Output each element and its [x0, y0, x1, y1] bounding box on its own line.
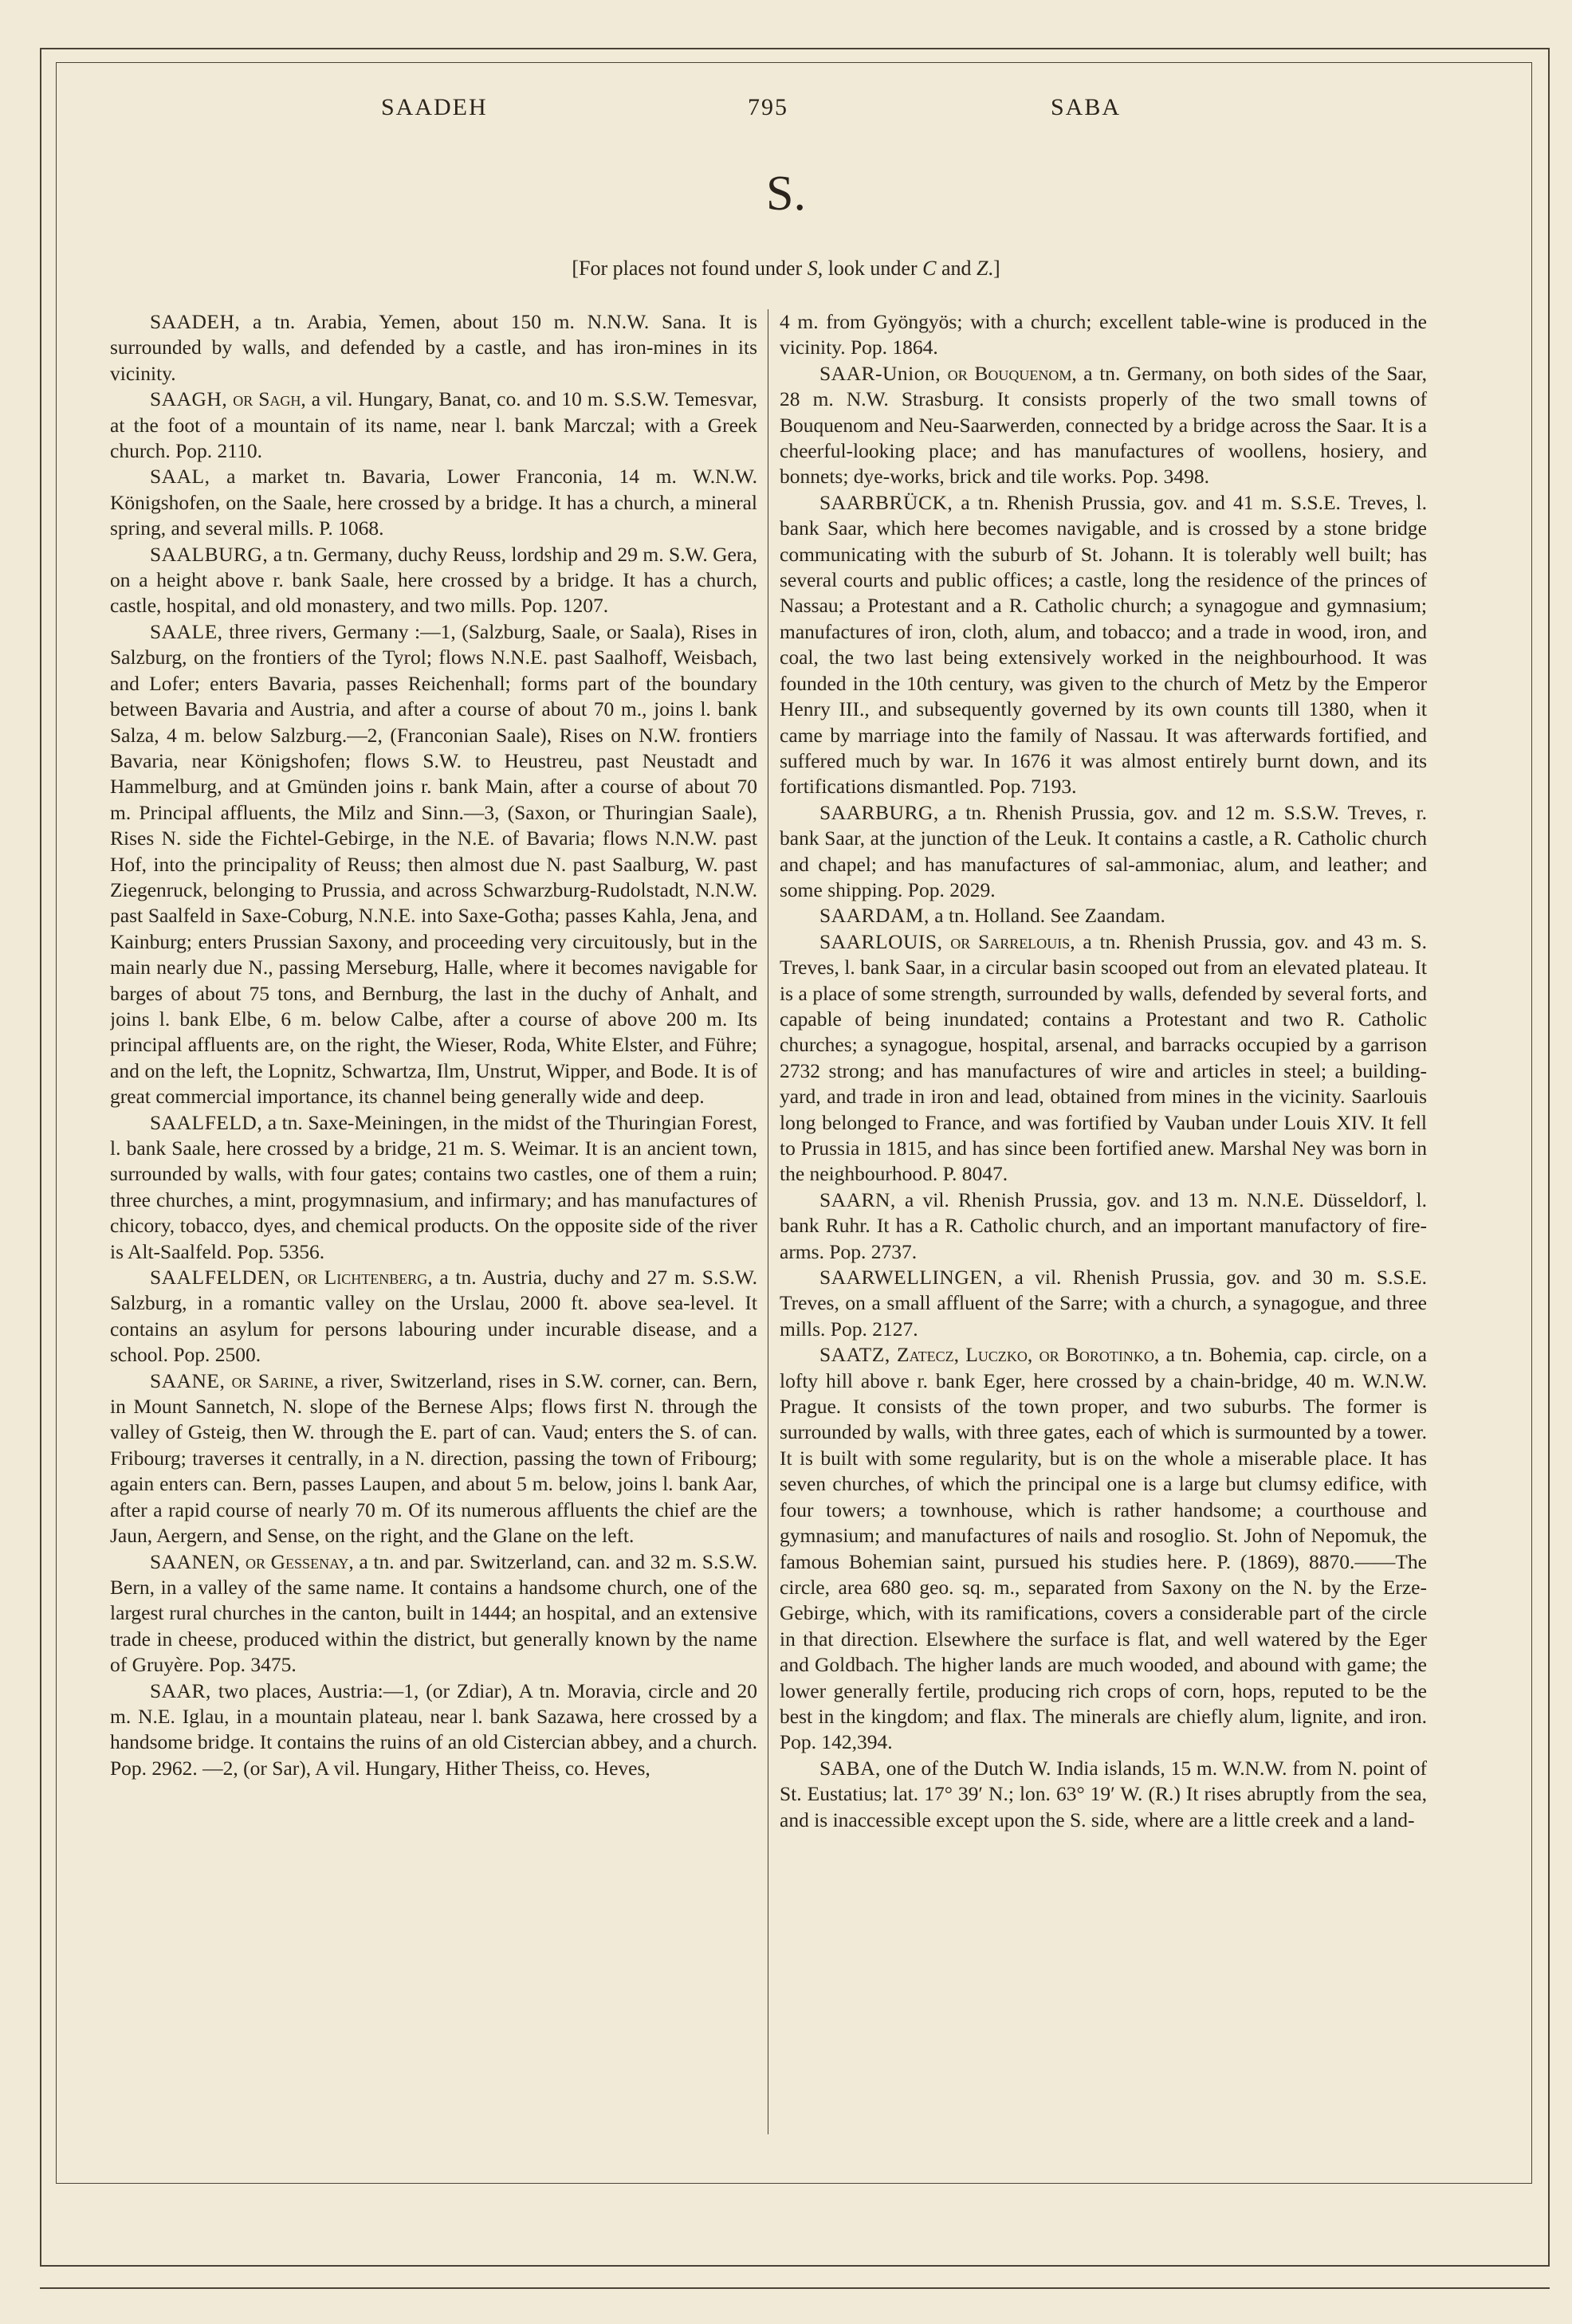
entry-headword: SAARBRÜCK,: [819, 490, 953, 514]
entry-text: a tn. and par. Switzerland, can. and 32 m. S.S.W. Bern, in a valley of the same name. It contains a handsome church, one of the largest rural churches in the canton, built in 1444; an hospital, and an extensive trade in cheese, produced within the district, but generally known by the name of Gruyère. Pop. 3475.: [110, 1549, 757, 1677]
entry-headword: SAAR-Union,: [819, 361, 941, 385]
gazetteer-entry: [110, 309, 757, 387]
entry-headword: SAARN,: [819, 1188, 896, 1211]
entry-headword: SAARLOUIS,: [819, 929, 943, 953]
entry-headword: SAAL,: [150, 465, 210, 489]
entry-text: a tn. Holland. See Zaandam.: [929, 904, 1165, 928]
section-letter: S.: [766, 167, 806, 221]
right-column: [780, 309, 1427, 2134]
entry-alternate-name: Zatecz, Luczko, or Borotinko,: [897, 1343, 1160, 1367]
entry-text: a tn. Rhenish Prussia, gov. and 43 m. S. Treves, l. bank Saar, in a circular basin scooped out from an elevated plateau. It is a place of some strength, surrounded by walls, defended by several forts, and capable of being inundated; contains a Protestant and two R. Catholic churches; a synagogue, hospital, arsenal, and barracks occupied by a garrison 2732 strong; and has manufactures of wire and articles in steel; a building-yard, and trade in iron and lead, obtained from mines in the vicinity. Saarlouis long belonged to France, and was fortified by Vauban under Louis XIV. It fell to Prussia in 1815, and has since been fortified anew. Marshal Ney was born in the neighbourhood. P. 8047.: [780, 929, 1427, 1186]
entry-headword: SABA,: [819, 1756, 881, 1780]
running-header: [64, 94, 1531, 126]
entry-text: a tn. Austria, duchy and 27 m. S.S.W. Salzburg, in a romantic valley on the Urslau, 2000 ft. above sea-level. It contains an asylum for persons labouring under incurable disease, and a school. Pop. 2500.: [110, 1266, 757, 1367]
entry-alternate-name: or Sagh,: [233, 387, 306, 411]
cross-reference-note: [For places not found under S, look under C and Z.]: [572, 257, 1000, 280]
gazetteer-entry: [110, 542, 757, 619]
entry-alternate-name: or Sarrelouis,: [950, 929, 1075, 953]
gazetteer-entry: [780, 1188, 1427, 1265]
page-number: 795: [748, 94, 788, 120]
left-column: [110, 309, 757, 2134]
entry-alternate-name: or Sarine,: [231, 1368, 319, 1392]
entry-text: a tn. Arabia, Yemen, about 150 m. N.N.W. Sana. It is surrounded by walls, and defended by a castle, and has iron-mines in its vicinity.: [110, 310, 757, 385]
entry-headword: SAAR,: [150, 1678, 211, 1702]
entry-headword: SAALE,: [150, 619, 223, 643]
gazetteer-entry: [780, 490, 1427, 800]
entry-headword: SAALBURG,: [150, 542, 269, 566]
entry-text: a tn. Germany, on both sides of the Saar, 28 m. N.W. Strasburg. It consists properly of the two small towns of Bouquenom and Neu-Saarwerden, connected by a bridge across the Saar. It is a cheerful-looking place; and has manufactures of woollens, hosiery, and bonnets; dye-works, brick and tile works. Pop. 3498.: [780, 361, 1427, 489]
entry-headword: SAALFELD,: [150, 1110, 263, 1134]
entry-alternate-name: or Bouquenom,: [947, 361, 1077, 385]
gazetteer-entry: [110, 1678, 757, 1782]
gazetteer-entry: [780, 361, 1427, 490]
gazetteer-entry: [780, 903, 1427, 928]
entry-text: one of the Dutch W. India islands, 15 m. W.N.W. from N. point of St. Eustatius; lat. 17° 39′ N.; lon. 63° 19′ W. (R.) It rises abruptly from the sea, and is inaccessible except upon the S. side, where are a little creek and a land-: [780, 1756, 1427, 1831]
gazetteer-entry: [780, 309, 1427, 361]
entry-headword: SAALFELDEN,: [150, 1266, 291, 1290]
entry-text: a market tn. Bavaria, Lower Franconia, 14 m. W.N.W. Königshofen, on the Saale, here crossed by a bridge. It has a church, a mineral spring, and several mills. P. 1068.: [110, 465, 757, 540]
bottom-rule: [40, 2287, 1550, 2289]
entry-text: a tn. Saxe-Meiningen, in the midst of the Thuringian Forest, l. bank Saale, here crossed by a bridge, 21 m. S. Weimar. It is an ancient town, surrounded by walls, with four gates; contains two castles, one of them a ruin; three churches, a mint, progymnasium, and infirmary; and has manufactures of chicory, tobacco, dyes, and chemical products. On the opposite side of the river is Alt-Saalfeld. Pop. 5356.: [110, 1110, 757, 1263]
entry-headword: SAARDAM,: [819, 904, 929, 928]
entry-text: 4 m. from Gyöngyös; with a church; excellent table-wine is produced in the vicinity. Pop. 1864.: [780, 310, 1427, 359]
entry-headword: SAAGH,: [150, 387, 228, 411]
gazetteer-entry: [110, 1265, 757, 1368]
entry-text: a tn. Rhenish Prussia, gov. and 41 m. S.S.E. Treves, l. bank Saar, which here becomes navigable, and is crossed by a stone bridge communicating with the suburb of St. Johann. It is tolerably well built; has several courts and public offices; a castle, long the residence of the princes of Nassau; a Protestant and a R. Catholic church; a synagogue and gymnasium; manufactures of iron, cloth, alum, and tobacco; and a trade in wood, iron, and coal, the two last being extensively worked in the neighbourhood. It was founded in the 10th century, was given to the church of Metz by the Emperor Henry III., and subsequently governed by its own counts till 1380, when it came by marriage into the family of Nassau. It was afterwards fortified, and suffered much by war. In 1676 it was almost entirely burnt down, and its fortifications dismantled. Pop. 7193.: [780, 490, 1427, 799]
header-first-word: SAADEH: [381, 94, 488, 120]
entry-headword: SAARBURG,: [819, 800, 939, 824]
entry-headword: SAADEH,: [150, 310, 241, 333]
entry-headword: SAARWELLINGEN,: [819, 1266, 1004, 1290]
gazetteer-entry: [110, 1110, 757, 1265]
entry-headword: SAANEN,: [150, 1549, 241, 1573]
gazetteer-entry: [110, 619, 757, 1110]
entry-text: a vil. Hungary, Banat, co. and 10 m. S.S.W. Temesvar, at the foot of a mountain of its name, near l. bank Marczal; with a Greek church. Pop. 2110.: [110, 387, 757, 463]
entry-text: a vil. Rhenish Prussia, gov. and 30 m. S.S.E. Treves, on a small affluent of the Sarre; with a church, a synagogue, and three mills. Pop. 2127.: [780, 1266, 1427, 1341]
gazetteer-entry: [110, 387, 757, 464]
gazetteer-entry: [110, 1549, 757, 1678]
entry-text: a vil. Rhenish Prussia, gov. and 13 m. N.N.E. Düsseldorf, l. bank Ruhr. It has a R. Catholic church, and an important manufactory of fire-arms. Pop. 2737.: [780, 1188, 1427, 1263]
gazetteer-entry: [780, 929, 1427, 1188]
entry-text: a tn. Rhenish Prussia, gov. and 12 m. S.S.W. Treves, r. bank Saar, at the junction of the Leuk. It contains a castle, a R. Catholic church and chapel; and has manufactures of sal-ammoniac, alum, and leather; and some shipping. Pop. 2029.: [780, 800, 1427, 901]
gazetteer-entry: [110, 1368, 757, 1549]
entry-text: a river, Switzerland, rises in S.W. corner, can. Bern, in Mount Sannetch, N. slope of the Bernese Alps; flows first N. through the valley of Gsteig, then W. through the E. part of can. Vaud; enters the S. of can. Fribourg; traverses it centrally, in a N. direction, passing the town of Fribourg; again enters can. Bern, passes Laupen, and about 5 m. below, joins l. bank Aar, after a rapid course of nearly 70 m. Of its numerous affluents the chief are the Jaun, Aergern, and Sense, on the right, and the Glane on the left.: [110, 1368, 757, 1548]
header-last-word: SABA: [1051, 94, 1122, 120]
gazetteer-entry: [780, 1265, 1427, 1342]
entry-headword: SAATZ,: [819, 1343, 890, 1367]
entry-text: a tn. Germany, duchy Reuss, lordship and 29 m. S.W. Gera, on a height above r. bank Saale, here crossed by a bridge. It has a church, castle, hospital, and old monastery, and two mills. Pop. 1207.: [110, 542, 757, 618]
entry-headword: SAANE,: [150, 1368, 226, 1392]
entry-text: three rivers, Germany :—1, (Salzburg, Saale, or Saala), Rises in Salzburg, on the frontiers of the Tyrol; flows N.N.E. past Saalhoff, Weisbach, and Lofer; enters Bavaria, passes Reichenhall; forms part of the boundary between Bavaria and Austria, and after a course of about 70 m., joins l. bank Salza, 4 m. below Salzburg.—2, (Franconian Saale), Rises on N.W. frontiers Bavaria, near Königshofen; flows S.W. to Heustreu, past Neustadt and Hammelburg, and at Gmünden joins r. bank Main, after a course of about 70 m. Principal affluents, the Milz and Sinn.—3, (Saxon, or Thuringian Saale), Rises N. side the Fichtel-Gebirge, in the N.E. of Bavaria; flows N.N.W. past Hof, into the principality of Reuss; then almost due N. past Saalburg, W. past Ziegenruck, belonging to Prussia, and across Schwarzburg-Rudolstadt, N.N.W. past Saalfeld in Saxe-Coburg, N.N.E. into Saxe-Gotha; passes Kahla, Jena, and Kainburg; enters Prussian Saxony, and proceeding very circuitously, but in the main nearly due N., passing Merseburg, Halle, where it becomes navigable for barges of about 75 tons, and Bernburg, the last in the duchy of Anhalt, and joins l. bank Elbe, 6 m. below Calbe, after a course of above 200 m. Its principal affluents are, on the right, the Wieser, Roda, White Elster, and Führe; and on the left, the Lopnitz, Schwartza, Ilm, Unstrut, Wipper, and Bode. It is of great commercial importance, its channel being generally wide and deep.: [110, 619, 757, 1109]
entry-text: two places, Austria:—1, (or Zdiar), A tn. Moravia, circle and 20 m. N.E. Iglau, in a mountain plateau, near l. bank Sazawa, here crossed by a handsome bridge. It contains the ruins of an old Cistercian abbey, and a church. Pop. 2962. —2, (or Sar), A vil. Hungary, Hither Theiss, co. Heves,: [110, 1678, 757, 1780]
gazetteer-entry: [110, 464, 757, 541]
gazetteer-entry: [780, 800, 1427, 904]
entry-alternate-name: or Gessenay,: [245, 1549, 354, 1573]
entry-text: a tn. Bohemia, cap. circle, on a lofty hill above r. bank Eger, here crossed by a chain-bridge, 40 m. W.N.W. Prague. It consists of the town proper, and two suburbs. The former is surrounded by walls, with three gates, each of which is surmounted by a tower. It is built with some regularity, but is on the whole a miserable place. It has seven churches, of which the principal one is a large but clumsy edifice, with four towers; a townhouse, which is rather handsome; a courthouse and gymnasium; and manufactures of nails and rosoglio. St. John of Nepomuk, the famous Bohemian saint, pursued his studies here. P. (1869), 8870.——The circle, area 680 geo. sq. m., separated from Saxony on the N. by the Erze-Gebirge, which, with its ramifications, covers a considerable part of the circle in that direction. Elsewhere the surface is flat, and well watered by the Eger and Goldbach. The higher lands are much wooded, and abound with game; the lower generally fertile, producing rich crops of corn, hops, reputed to be the best in the kingdom; and flax. The minerals are chiefly alum, lignite, and iron. Pop. 142,394.: [780, 1343, 1427, 1754]
gazetteer-entry: [780, 1756, 1427, 1833]
entry-alternate-name: or Lichtenberg,: [297, 1266, 433, 1290]
gazetteer-entry: [780, 1342, 1427, 1756]
